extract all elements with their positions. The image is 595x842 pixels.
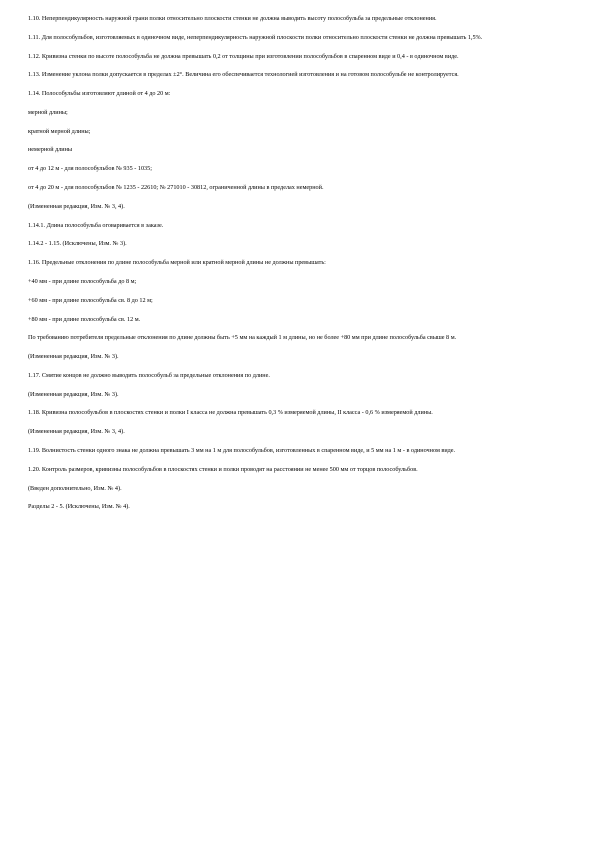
paragraph-1-20: 1.20. Контроль размеров, кривизны полособульбов в плоскостях стенки и полки проводят на расстоянии не менее 500 мм от торцов полособульбов. <box>28 465 418 473</box>
paragraph-tolerance-40: +40 мм - при длине полособульба до 8 м; <box>28 277 137 285</box>
paragraph-amendment-3-b: (Измененная редакция, Изм. № 3). <box>28 390 119 398</box>
paragraph-1-13: 1.13. Изменение уклона полки допускается в пределах ±2°. Величина его обеспечивается технологией изготовления и на готовом полособульбе не контролируется. <box>28 71 459 79</box>
paragraph-1-14-2: 1.14.2 - 1.15. (Исключены, Изм. № 3). <box>28 240 127 248</box>
paragraph-length-unmeasured: немерной длины <box>28 146 73 154</box>
paragraph-1-10: 1.10. Неперпендикулярность наружной грани полки относительно плоскости стенки не должна выводить высоту полособульба за предельные отклонения. <box>28 15 437 22</box>
paragraph-amendment-3-4-a: (Измененная редакция, Изм. № 3, 4). <box>28 202 125 210</box>
paragraph-tolerance-60: +60 мм - при длине полособульба св. 8 до 12 м; <box>28 296 153 304</box>
paragraph-length-multiple: кратной мерной длины; <box>28 127 91 135</box>
paragraph-tolerance-80: +80 мм - при длине полособульба св. 12 м. <box>28 315 141 323</box>
paragraph-sections-2-5: Разделы 2 - 5. (Исключены, Изм. № 4). <box>28 503 130 511</box>
paragraph-1-12: 1.12. Кривизна стенки по высоте полособульба не должна превышать 0,2 от толщины при изготовлении полособульбов в спаренном виде и 0,4 - в одиночном виде. <box>28 52 459 60</box>
paragraph-1-18: 1.18. Кривизна полособульбов в плоскостях стенки и полки I класса не должна превышать 0,3 % измеряемой длины, II класса - 0,6 % измеряемой длины. <box>28 409 433 417</box>
paragraph-1-14-1: 1.14.1. Длина полособульба оговаривается в заказе. <box>28 221 164 229</box>
document-page <box>28 14 568 521</box>
paragraph-1-17: 1.17. Смятие концов не должно выводить полособульб за предельные отклонения по длине. <box>28 371 270 379</box>
paragraph-length-measured: мерной длины; <box>28 108 68 116</box>
paragraph-amendment-3-a: (Измененная редакция, Изм. № 3). <box>28 353 119 361</box>
paragraph-1-14: 1.14. Полособульбы изготовляют длиной от 4 до 20 м: <box>28 90 171 98</box>
paragraph-customer-request: По требованию потребителя предельные отклонения по длине должны быть +5 мм на каждый 1 м длины, но не более +80 мм при длине полособульба свыше 8 м. <box>28 334 457 342</box>
paragraph-1-16: 1.16. Предельные отклонения по длине полособульба мерной или кратной мерной длины не должны превышать: <box>28 259 326 267</box>
paragraph-range-4-20: от 4 до 20 м - для полособульбов № 1235 - 22610; № 271010 - 30812, ограниченной длины в пределах немерной. <box>28 184 324 192</box>
paragraph-introduced-4: (Введен дополнительно, Изм. № 4). <box>28 484 122 492</box>
paragraph-1-11: 1.11. Для полособульбов, изготовляемых в одиночном виде, неперпендикулярность наружной плоскости полки относительно плоскости стенки не должна превышать 1,5%. <box>28 33 483 41</box>
paragraph-range-4-12: от 4 до 12 м - для полособульбов № 935 - 1035; <box>28 165 152 173</box>
paragraph-amendment-3-4-b: (Измененная редакция, Изм. № 3, 4). <box>28 428 125 436</box>
paragraph-1-19: 1.19. Волнистость стенки одного знака не должна превышать 3 мм на 1 м для полособульбов, изготовленных в спаренном виде, и 5 мм на 1 м - в одиночном виде. <box>28 446 456 454</box>
